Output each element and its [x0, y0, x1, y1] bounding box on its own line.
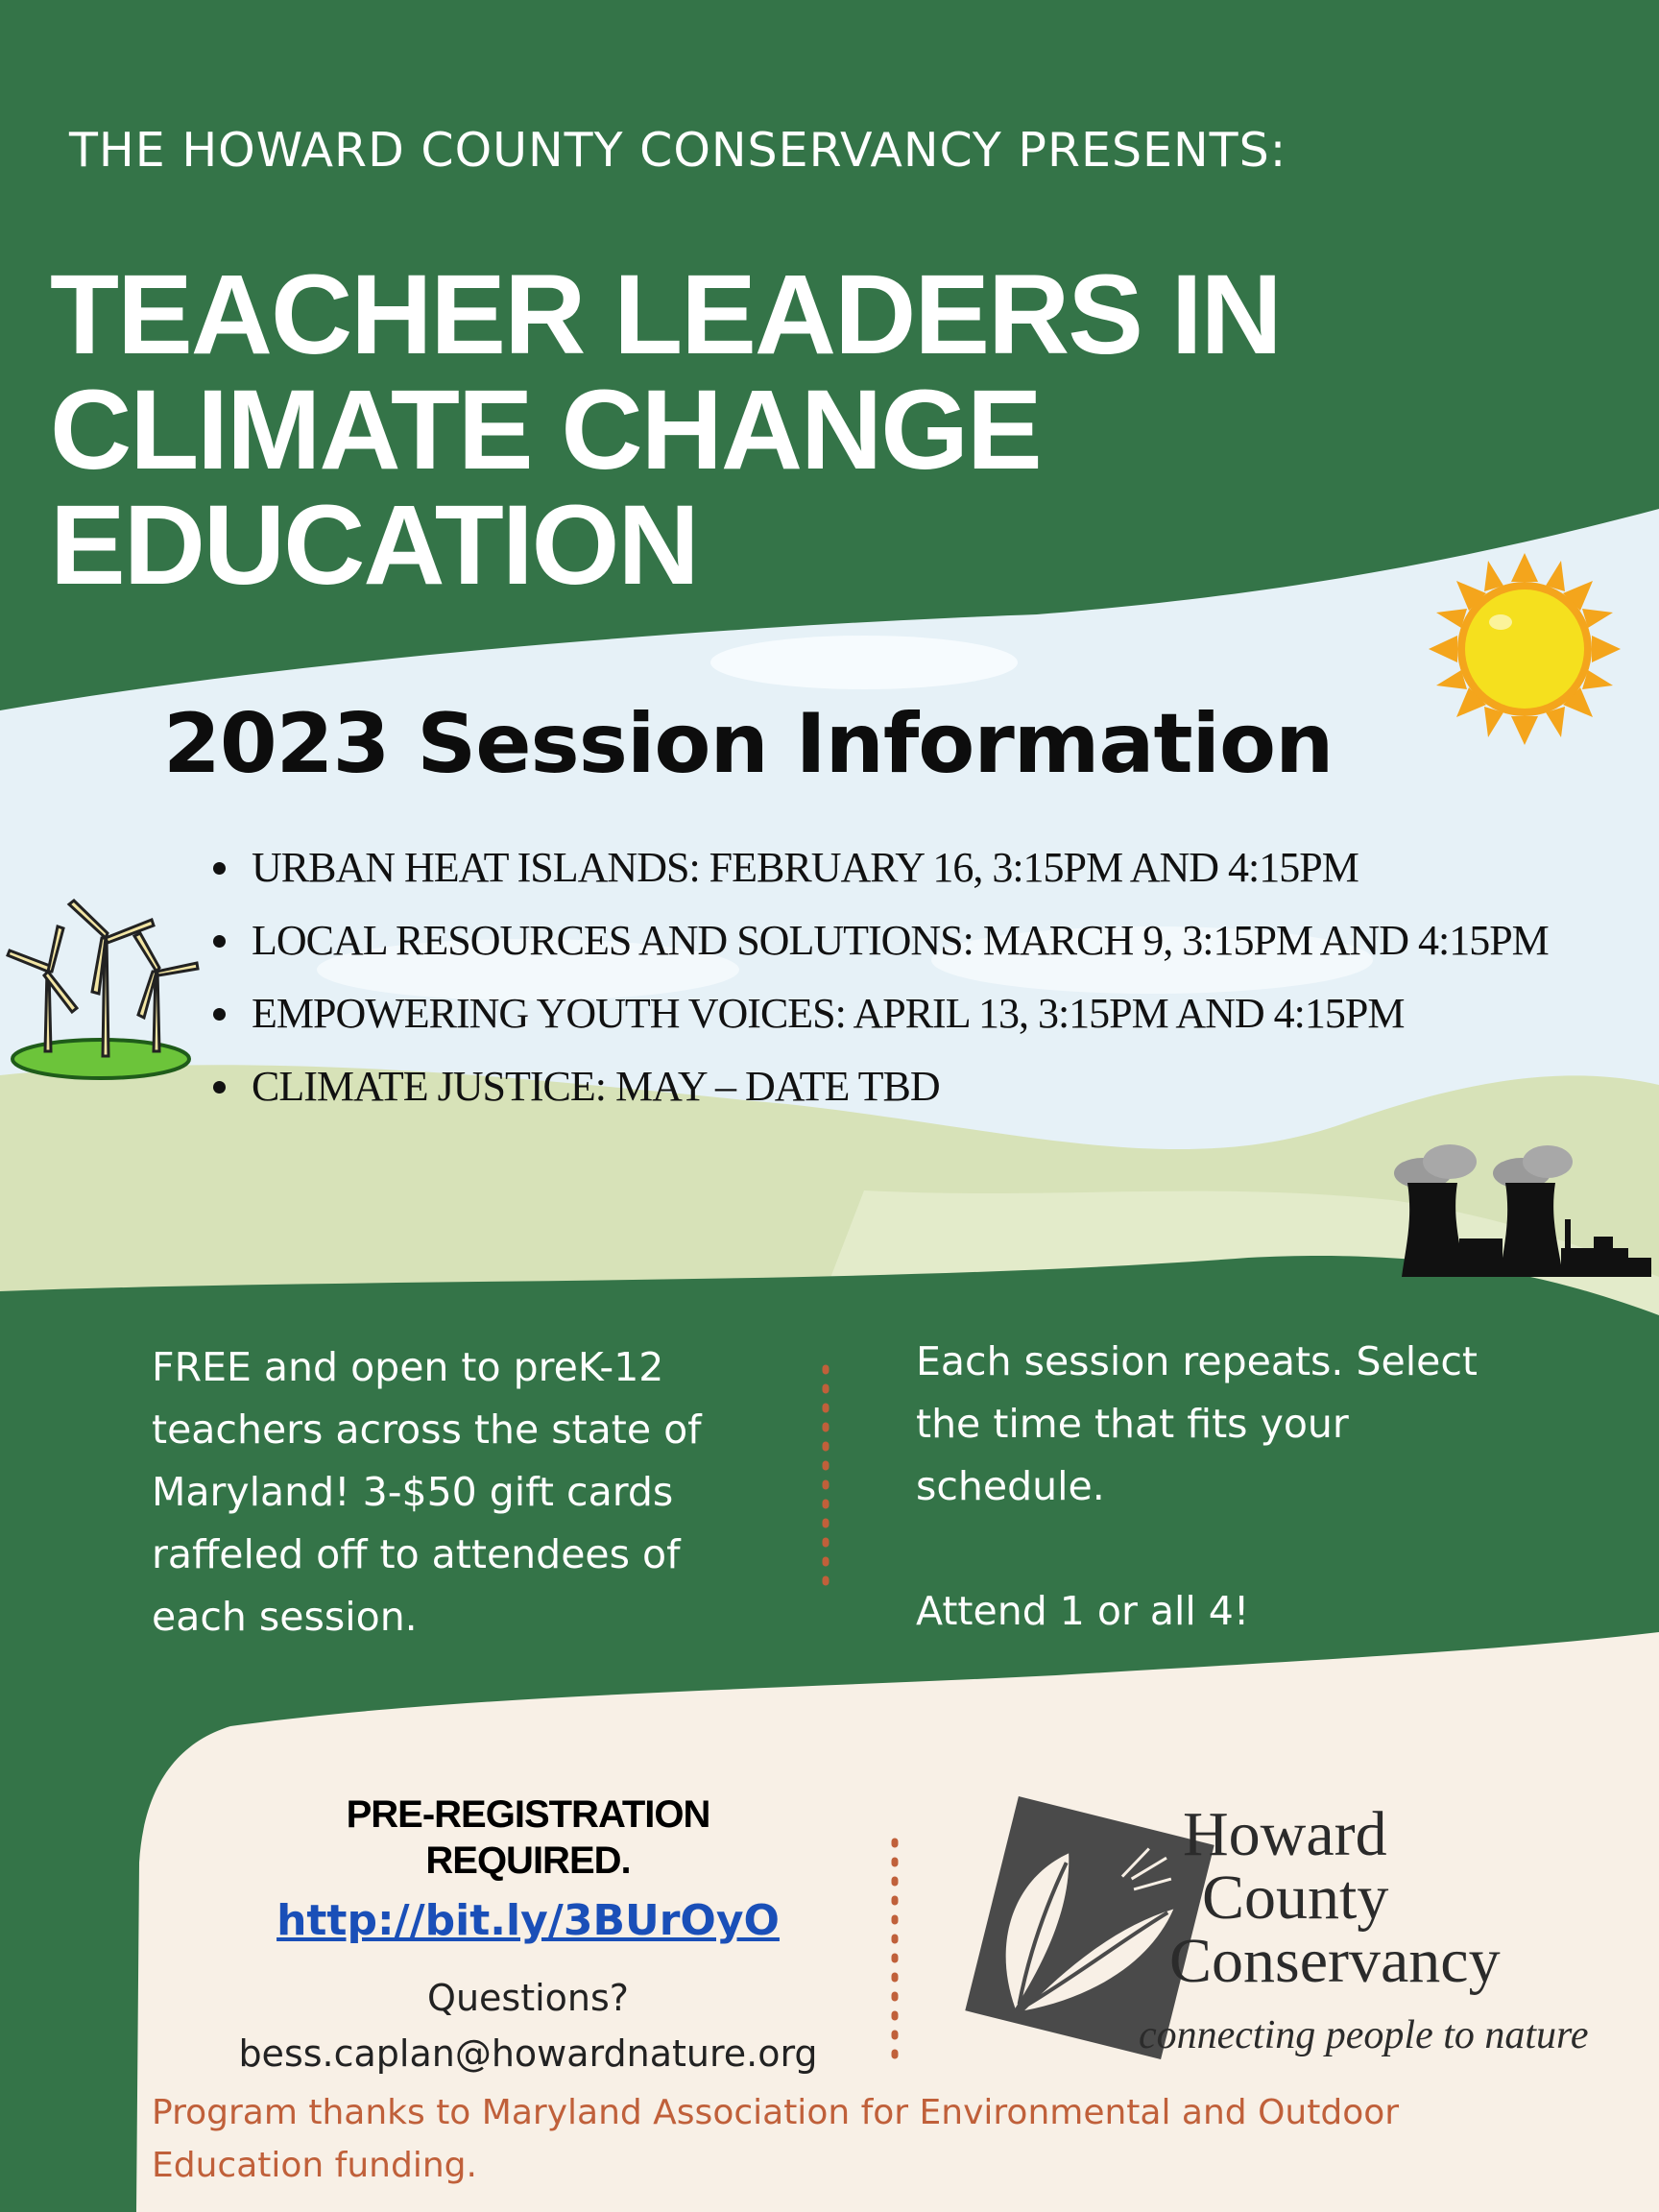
- session-item: URBAN HEAT ISLANDS: FEBRUARY 16, 3:15PM AND 4:15PM: [213, 831, 1557, 904]
- logo-tagline: connecting people to nature: [1139, 2013, 1589, 2057]
- title-line: TEACHER LEADERS IN: [50, 252, 1281, 378]
- event-title: [50, 252, 1490, 609]
- logo-line: Conservancy: [1169, 1926, 1501, 1996]
- repeats-text: Each session repeats. Select the time that fits your schedule.: [916, 1338, 1478, 1509]
- logo-line: Howard: [1183, 1799, 1387, 1869]
- title-line: CLIMATE CHANGE: [50, 367, 1041, 493]
- registration-link[interactable]: http://bit.ly/3BUrOyO: [276, 1896, 780, 1945]
- title-line: EDUCATION: [50, 482, 698, 609]
- eligibility-text: FREE and open to preK-12 teachers across the state of Maryland! 3-$50 gift cards raffeled off to attendees of each session.: [152, 1344, 702, 1640]
- preregistration-label: PRE-REGISTRATION REQUIRED.: [346, 1793, 710, 1882]
- conservancy-logo-text: [1169, 1799, 1501, 1996]
- questions-label: Questions?: [427, 1977, 629, 2019]
- attend-text: Attend 1 or all 4!: [916, 1588, 1250, 1634]
- contact-email[interactable]: bess.caplan@howardnature.org: [238, 2032, 818, 2075]
- session-item: EMPOWERING YOUTH VOICES: APRIL 13, 3:15PM AND 4:15PM: [213, 977, 1557, 1050]
- session-item: LOCAL RESOURCES AND SOLUTIONS: MARCH 9, 3:15PM AND 4:15PM: [213, 904, 1557, 977]
- session-item: CLIMATE JUSTICE: MAY – DATE TBD: [213, 1050, 1557, 1123]
- presents-line: THE HOWARD COUNTY CONSERVANCY PRESENTS:: [69, 123, 1287, 178]
- session-list: [213, 831, 1557, 1123]
- schedule-info: [916, 1331, 1511, 1643]
- contact-info: [173, 1970, 883, 2081]
- logo-line: County: [1202, 1863, 1389, 1933]
- eligibility-info: [152, 1336, 718, 1648]
- session-heading: 2023 Session Information: [163, 696, 1334, 792]
- funding-thanks: Program thanks to Maryland Association for Environmental and Outdoor Education funding.: [152, 2093, 1400, 2185]
